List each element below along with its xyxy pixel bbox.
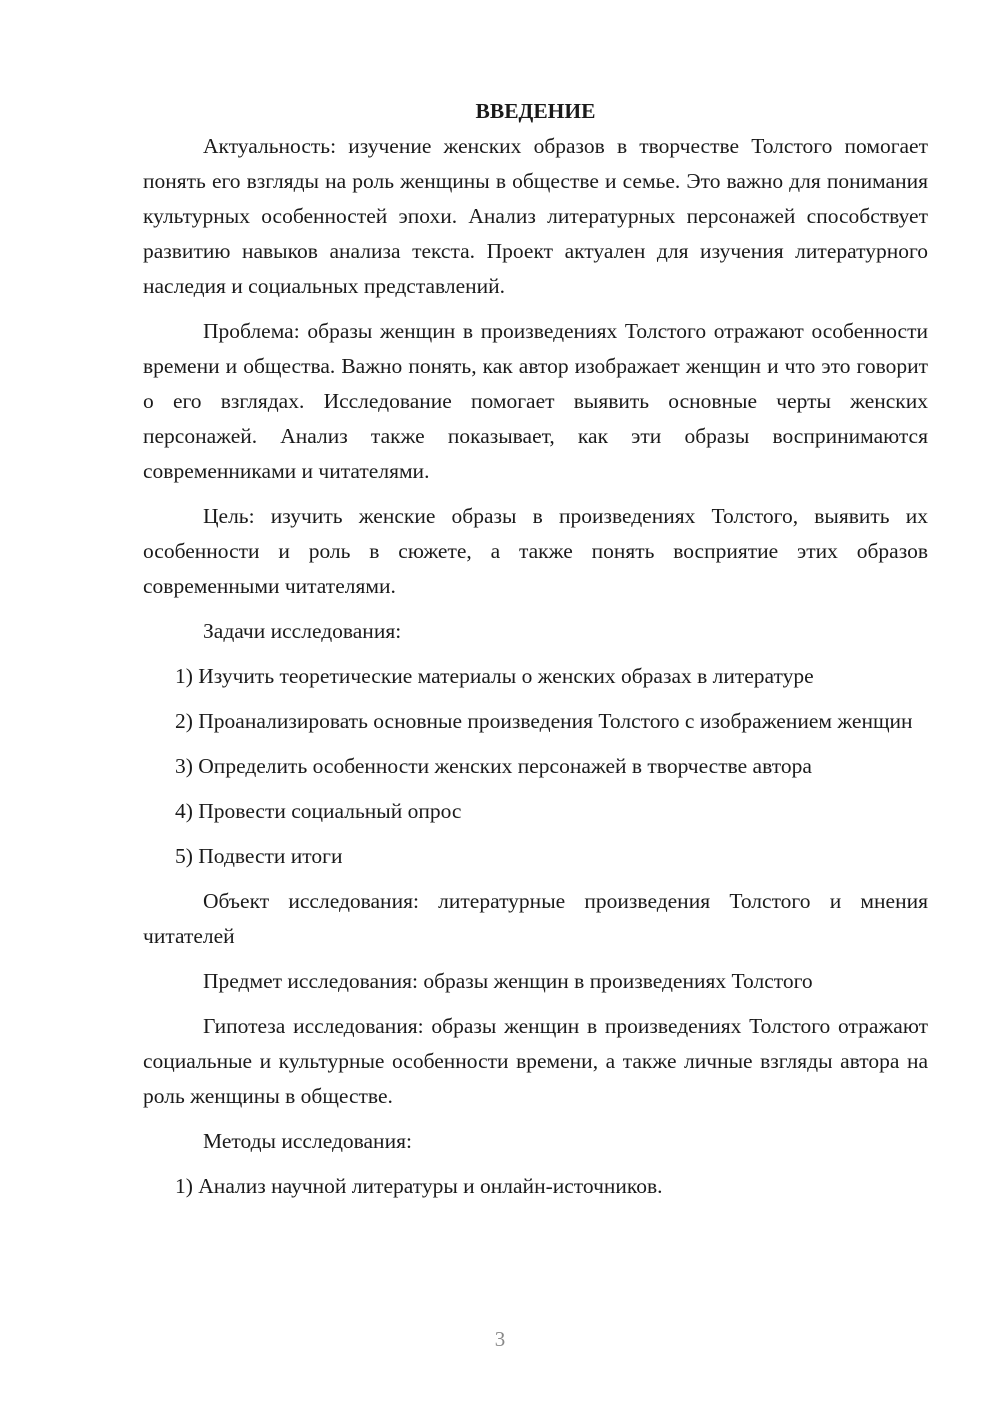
task-item: 2) Проанализировать основные произведения Толстого с изображением женщин xyxy=(175,709,913,733)
paragraph-goal: Цель: изучить женские образы в произведениях Толстого, выявить их особенности и роль в сюжете, а также понять восприятие этих образов современными читателями. xyxy=(143,504,928,598)
tasks-title: Задачи исследования: xyxy=(203,619,402,643)
page-number: 3 xyxy=(494,1327,506,1351)
paragraph-hypothesis: Гипотеза исследования: образы женщин в произведениях Толстого отражают социальные и культурные особенности времени, а также личные взгляды автора на роль женщины в обществе. xyxy=(143,1014,928,1108)
task-item: 4) Провести социальный опрос xyxy=(175,799,462,823)
method-item: 1) Анализ научной литературы и онлайн-источников. xyxy=(175,1174,663,1198)
task-item: 3) Определить особенности женских персонажей в творчестве автора xyxy=(175,754,812,778)
task-item: 1) Изучить теоретические материалы о женских образах в литературе xyxy=(175,664,814,688)
task-item: 5) Подвести итоги xyxy=(175,844,343,868)
section-heading: ВВЕДЕНИЕ xyxy=(475,99,596,123)
paragraph-object: Объект исследования: литературные произведения Толстого и мнения читателей xyxy=(143,889,928,948)
methods-title: Методы исследования: xyxy=(203,1129,412,1153)
paragraph-relevance: Актуальность: изучение женских образов в творчестве Толстого помогает понять его взгляды на роль женщины в обществе и семье. Это важно для понимания культурных особенностей эпохи. Анализ литературных персонажей способствует развитию навыков анализа текста. Проект актуален для изучения литературного наследия и социальных представлений. xyxy=(143,134,928,298)
paragraph-problem: Проблема: образы женщин в произведениях Толстого отражают особенности времени и общества. Важно понять, как автор изображает женщин и что это говорит о его взглядах. Исследование помогает выявить основные черты женских персонажей. Анализ также показывает, как эти образы воспринимаются современниками и читателями. xyxy=(143,319,928,483)
document-page xyxy=(143,94,928,1214)
paragraph-subject: Предмет исследования: образы женщин в произведениях Толстого xyxy=(203,969,813,993)
